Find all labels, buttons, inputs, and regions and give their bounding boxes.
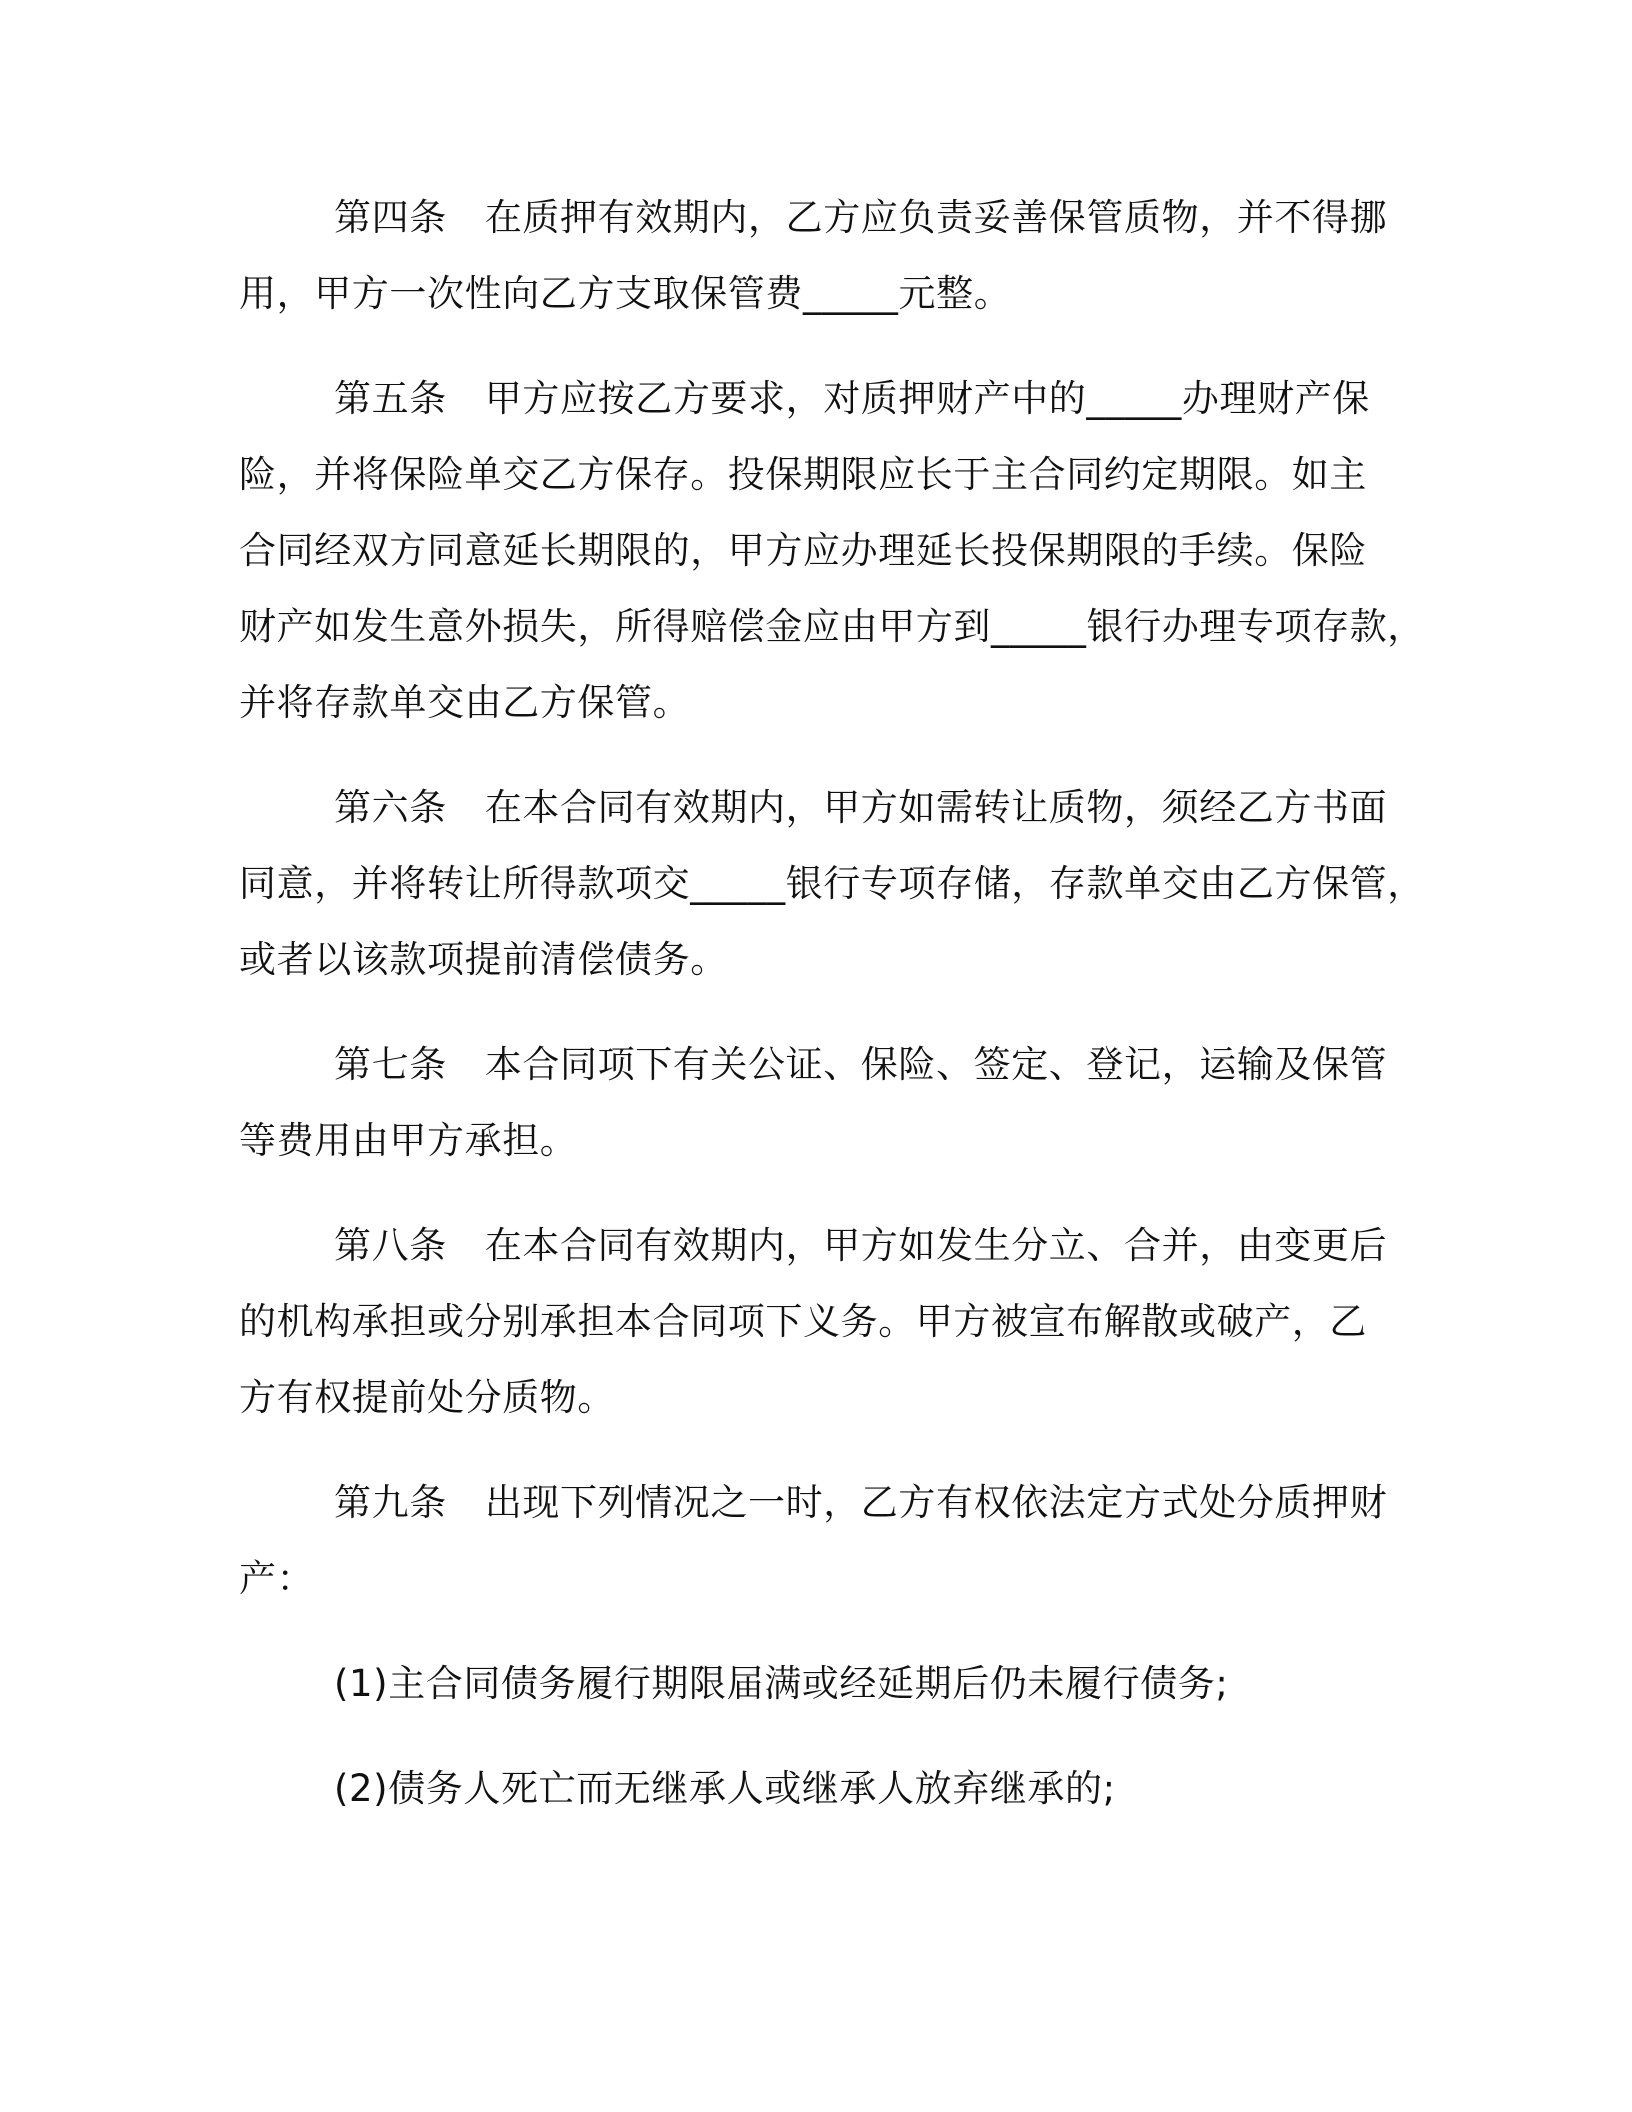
article-6-line-1: 第六条 在本合同有效期内，甲方如需转让质物，须经乙方书面 bbox=[334, 786, 1388, 829]
article-6-line-3: 或者以该款项提前清偿债务。 bbox=[239, 938, 728, 981]
article-6-label: 第六条 bbox=[334, 786, 447, 829]
article-4-line-2: 用，甲方一次性向乙方支取保管费_____元整。 bbox=[239, 272, 1012, 315]
article-4-label: 第四条 bbox=[334, 196, 447, 239]
article-7-line-1: 第七条 本合同项下有关公证、保险、签定、登记，运输及保管 bbox=[334, 1043, 1388, 1086]
article-5-line-4: 财产如发生意外损失，所得赔偿金应由甲方到_____银行办理专项存款， bbox=[239, 605, 1425, 648]
article-8-line-3: 方有权提前处分质物。 bbox=[239, 1376, 615, 1419]
article-8-line-2: 的机构承担或分别承担本合同项下义务。甲方被宣布解散或破产，乙 bbox=[239, 1300, 1367, 1343]
article-9-label: 第九条 bbox=[334, 1481, 447, 1524]
article-5-label: 第五条 bbox=[334, 377, 447, 420]
article-8-label: 第八条 bbox=[334, 1224, 447, 1267]
article-5-line-1: 第五条 甲方应按乙方要求，对质押财产中的_____办理财产保 bbox=[334, 377, 1370, 420]
article-7-line-2: 等费用由甲方承担。 bbox=[239, 1119, 578, 1162]
article-7-label: 第七条 bbox=[334, 1043, 447, 1086]
article-6-line-2: 同意，并将转让所得款项交_____银行专项存储，存款单交由乙方保管， bbox=[239, 862, 1425, 905]
article-9-line-1: 第九条 出现下列情况之一时，乙方有权依法定方式处分质押财 bbox=[334, 1481, 1388, 1524]
article-5-line-5: 并将存款单交由乙方保管。 bbox=[239, 681, 691, 724]
article-5-line-2: 险，并将保险单交乙方保存。投保期限应长于主合同约定期限。如主 bbox=[239, 453, 1367, 496]
article-5-line-3: 合同经双方同意延长期限的，甲方应办理延长投保期限的手续。保险 bbox=[239, 529, 1367, 572]
list-item-1: (1)主合同债务履行期限届满或经延期后仍未履行债务; bbox=[334, 1662, 1229, 1705]
article-8-line-1: 第八条 在本合同有效期内，甲方如发生分立、合并，由变更后 bbox=[334, 1224, 1388, 1267]
article-4-line-1: 第四条 在质押有效期内，乙方应负责妥善保管质物，并不得挪 bbox=[334, 196, 1388, 239]
list-item-2: (2)债务人死亡而无继承人或继承人放弃继承的; bbox=[334, 1767, 1116, 1810]
article-9-line-2: 产： bbox=[239, 1557, 315, 1600]
